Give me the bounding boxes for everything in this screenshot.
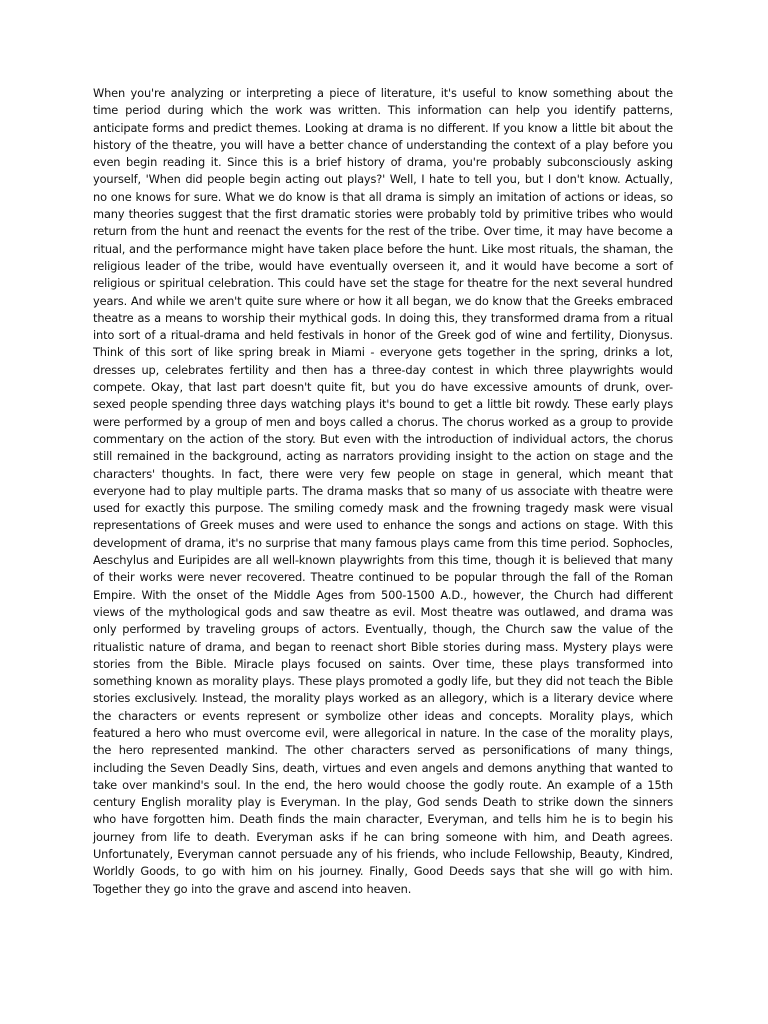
body-paragraph: When you're analyzing or interpreting a piece of literature, it's useful to know something about the time period during which the work was written. This information can help you identify patterns, anticipate forms and predict themes. Looking at drama is no different. If you know a little bit about the history of the theatre, you will have a better chance of understanding the context of a play before you even begin reading it. Since this is a brief history of drama, you're probably subconsciously asking yourself, 'When did people begin acting out plays?' Well, I hate to tell you, but I don't know. Actually, no one knows for sure. What we do know is that all drama is simply an imitation of actions or ideas, so many theories suggest that the first dramatic stories were probably told by primitive tribes who would return from the hunt and reenact the events for the rest of the tribe. Over time, it may have become a ritual, and the performance might have taken place before the hunt. Like most rituals, the shaman, the religious leader of the tribe, would have eventually overseen it, and it would have become a sort of religious or spiritual celebration. This could have set the stage for theatre for the next several hundred years. And while we aren't quite sure where or how it all began, we do know that the Greeks embraced theatre as a means to worship their mythical gods. In doing this, they transformed drama from a ritual into sort of a ritual-drama and held festivals in honor of the Greek god of wine and fertility, Dionysus. Think of this sort of like spring break in Miami - everyone gets together in the spring, drinks a lot, dresses up, celebrates fertility and then has a three-day contest in which three playwrights would compete. Okay, that last part doesn't quite fit, but you do have excessive amounts of drunk, over-sexed people spending three days watching plays it's bound to get a little bit rowdy. These early plays were performed by a group of men and boys called a chorus. The chorus worked as a group to provide commentary on the action of the story. But even with the introduction of individual actors, the chorus still remained in the background, acting as narrators providing insight to the action on stage and the characters' thoughts. In fact, there were very few people on stage in general, which meant that everyone had to play multiple parts. The drama masks that so many of us associate with theatre were used for exactly this purpose. The smiling comedy mask and the frowning tragedy mask were visual representations of Greek muses and were used to enhance the songs and actions on stage. With this development of drama, it's no surprise that many famous plays came from this time period. Sophocles, Aeschylus and Euripides are all well-known playwrights from this time, though it is believed that many of their works were never recovered. Theatre continued to be popular through the fall of the Roman Empire. With the onset of the Middle Ages from 500-1500 A.D., however, the Church had different views of the mythological gods and saw theatre as evil. Most theatre was outlawed, and drama was only performed by traveling groups of actors. Eventually, though, the Church saw the value of the ritualistic nature of drama, and began to reenact short Bible stories during mass. Mystery plays were stories from the Bible. Miracle plays focused on saints. Over time, these plays transformed into something known as morality plays. These plays promoted a godly life, but they did not teach the Bible stories exclusively. Instead, the morality plays worked as an allegory, which is a literary device where the characters or events represent or symbolize other ideas and concepts. Morality plays, which featured a hero who must overcome evil, were allegorical in nature. In the case of the morality plays, the hero represented mankind. The other characters served as personifications of many things, including the Seven Deadly Sins, death, virtues and even angels and demons anything that wanted to take over mankind's soul. In the end, the hero would choose the godly route. An example of a 15th century English morality play is Everyman. In the play, God sends Death to strike down the sinners who have forgotten him. Death finds the main character, Everyman, and tells him he is to begin his journey from life to death. Everyman asks if he can bring someone with him, and Death agrees. Unfortunately, Everyman cannot persuade any of his friends, who include Fellowship, Beauty, Kindred, Worldly Goods, to go with him on his journey. Finally, Good Deeds says that she will go with him. Together they go into the grave and ascend into heaven. — [93, 86, 673, 896]
